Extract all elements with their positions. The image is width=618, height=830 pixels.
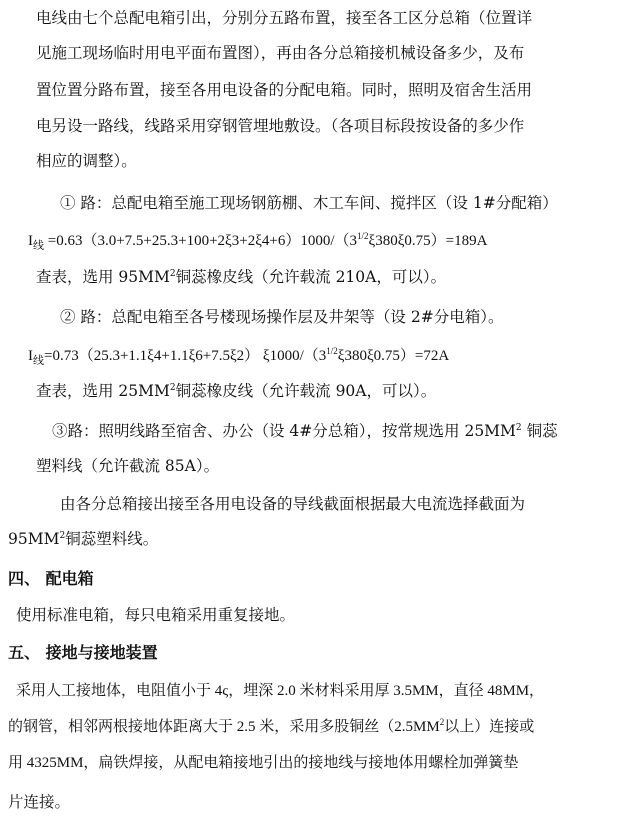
spec-superscript: 2	[59, 530, 66, 541]
route-1-check	[36, 266, 618, 288]
section-5-superscript: 2	[439, 717, 445, 727]
spec-tail: 铜蕊塑料线。	[65, 530, 159, 548]
route-2-formula	[28, 345, 618, 367]
route-3-tail: 铜蕊	[521, 422, 558, 440]
paragraph-line: 相应的调整）。	[36, 152, 137, 170]
section-4-text: 使用标准电箱，每只电箱采用重复接地。	[16, 606, 296, 624]
route-3-text: ③路：照明线路至宿舍、办公（设 4#分总箱），按常规选用 25MM	[52, 422, 516, 440]
route-3-line-2: 塑料线（允许截流 85A）。	[36, 457, 220, 475]
check-prefix: 查表，选用 25MM	[36, 382, 170, 400]
formula-exponent: 1/2	[326, 346, 338, 356]
paragraph-line: 由各分总箱接出接至各用电设备的导线截面根据最大电流选择截面为	[60, 495, 526, 513]
check-prefix: 查表，选用 95MM	[36, 268, 170, 286]
paragraph-line: 置位置分路布置，接至各用电设备的分配电箱。同时，照明及宿舍生活用	[36, 81, 533, 99]
route-3-title	[52, 420, 618, 442]
section-5-line: 片连接。	[8, 793, 71, 811]
section-5-line: 用 4325MM，扁铁焊接，从配电箱接地引出的接地线与接地体用螺栓加弹簧垫	[8, 755, 519, 771]
section-5-line: 采用人工接地体，电阻值小于 4ς，埋深 2.0 米材料采用厚 3.5MM，直径 48MM，	[16, 683, 545, 699]
route-3-superscript: 2	[515, 422, 522, 433]
paragraph-line	[8, 528, 618, 550]
section-5-line	[8, 716, 618, 738]
check-superscript: 2	[169, 268, 176, 279]
check-tail: 铜蕊橡皮线（允许载流 90A，可以）。	[175, 382, 437, 400]
section-5-text: 的钢管，相邻两根接地体距离大于 2.5 米，采用多股铜丝（2.5MM	[8, 719, 440, 735]
route-2-title: ② 路：总配电箱至各号楼现场操作层及井架等（设 2#分电箱）。	[60, 308, 504, 326]
route-1-formula	[28, 230, 618, 252]
section-5-tail: 以上）连接或	[444, 719, 535, 735]
current-symbol: I	[28, 233, 33, 249]
spec-value: 95MM	[8, 530, 60, 548]
check-tail: 铜蕊橡皮线（允许载流 210A，可以）。	[175, 268, 447, 286]
current-subscript: 线	[33, 240, 44, 252]
formula-result: ξ380ξ0.75）=189A	[368, 233, 488, 249]
paragraph-line: 见施工现场临时用电平面布置图），再由各分总箱接机械设备多少，及布	[36, 44, 525, 62]
paragraph-line: 电线由七个总配电箱引出，分别分五路布置，接至各工区分总箱（位置详	[36, 9, 533, 27]
formula-body: =0.63（3.0+7.5+25.3+100+2ξ3+2ξ4+6）1000/（3	[44, 233, 358, 249]
current-subscript: 线	[33, 355, 44, 367]
route-1-title: ① 路：总配电箱至施工现场钢筋棚、木工车间、搅拌区（设 1#分配箱）	[60, 194, 558, 212]
paragraph-line: 电另设一路线，线路采用穿钢管埋地敷设。（各项目标段按设备的多少作	[36, 117, 525, 135]
formula-result: ξ380ξ0.75）=72A	[337, 348, 450, 364]
check-superscript: 2	[169, 382, 176, 393]
formula-body: =0.73（25.3+1.1ξ4+1.1ξ6+7.5ξ2） ξ1000/（3	[44, 348, 327, 364]
route-2-check	[36, 380, 618, 402]
section-4-heading: 四、 配电箱	[8, 569, 94, 588]
section-5-heading: 五、 接地与接地装置	[8, 643, 158, 662]
current-symbol: I	[28, 348, 33, 364]
formula-exponent: 1/2	[357, 231, 369, 241]
